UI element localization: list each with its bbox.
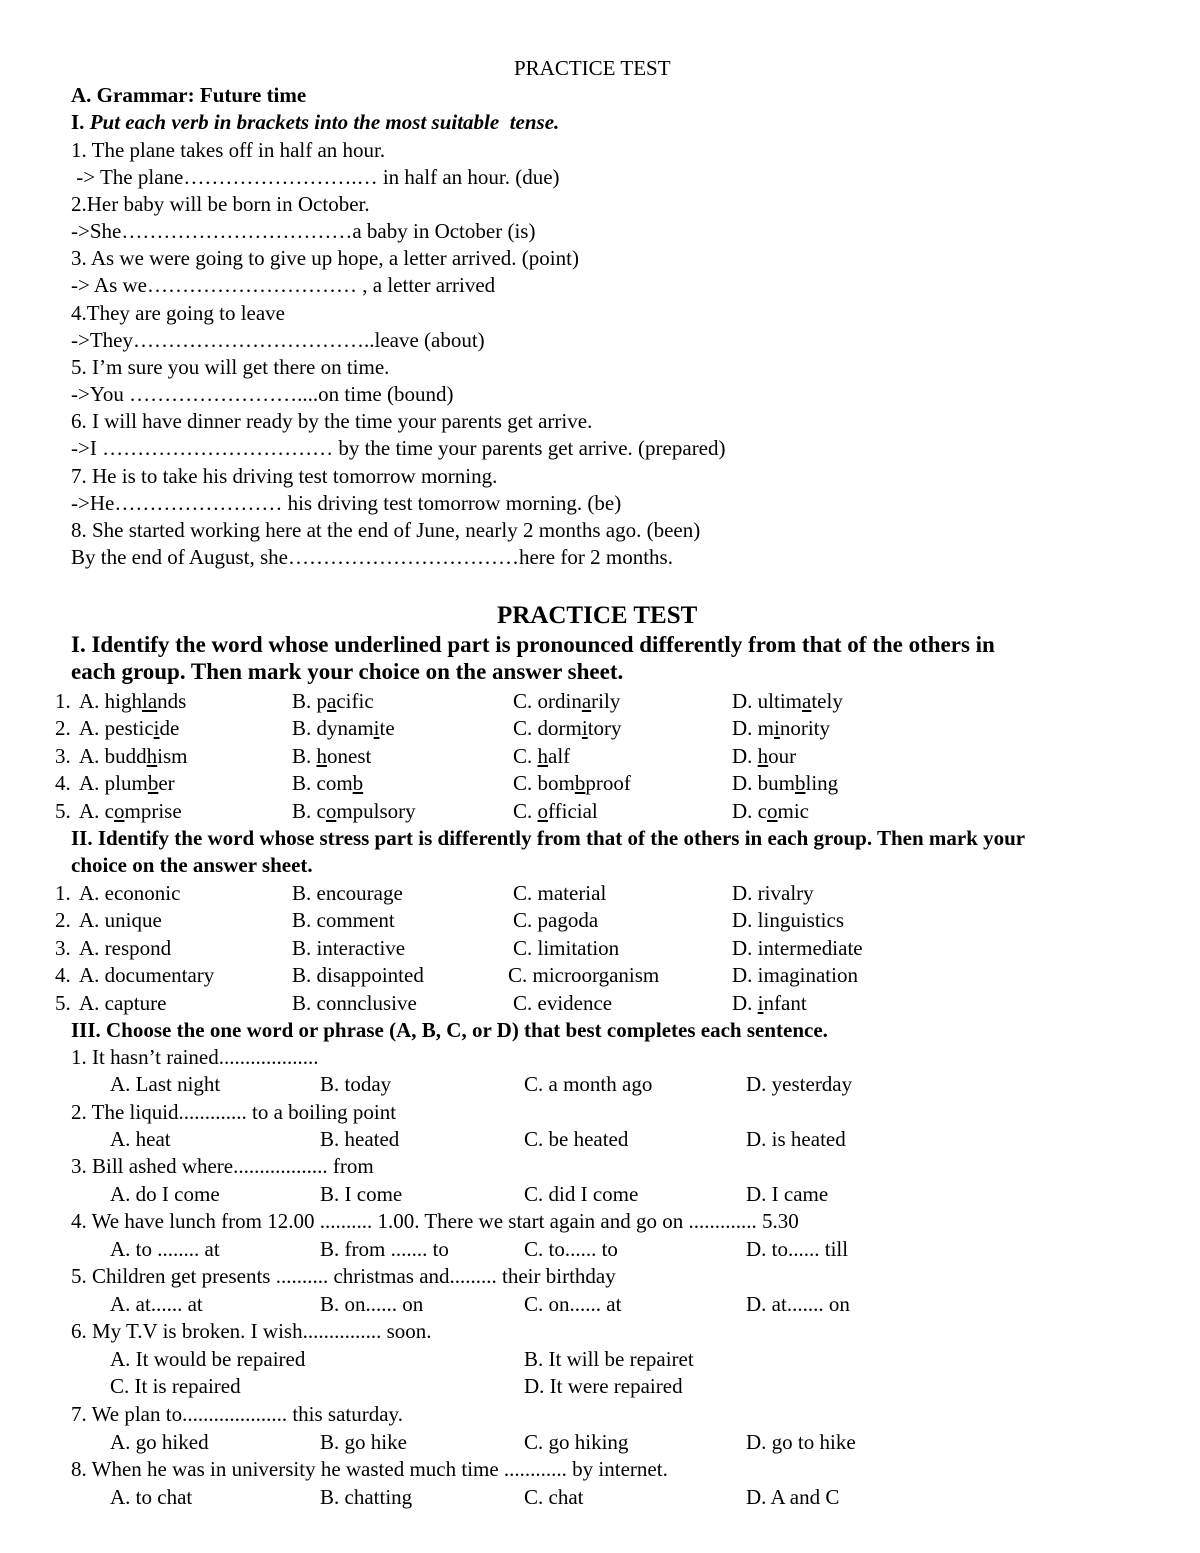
row-number: 5.	[55, 991, 71, 1015]
option-a: A. comprise	[79, 799, 182, 823]
option-b: B. disappointed	[292, 963, 424, 987]
option-c: C. material	[513, 881, 607, 905]
option-b: B. pacific	[292, 689, 374, 713]
option-d: D. linguistics	[732, 908, 845, 932]
option-a: A. econonic	[79, 881, 181, 905]
grammar-line: 1. The plane takes off in half an hour.	[71, 138, 386, 162]
option-d: D. minority	[732, 716, 831, 740]
option-d: D. go to hike	[746, 1430, 856, 1454]
option-a: A. to chat	[110, 1485, 193, 1509]
grammar-heading: A. Grammar: Future time	[71, 83, 307, 107]
option-d: D. A and C	[746, 1485, 840, 1509]
option-b: B. go hike	[320, 1430, 407, 1454]
grammar-line: ->She……………………………a baby in October (is)	[71, 219, 536, 243]
question-stem: 6. My T.V is broken. I wish............... soon.	[71, 1319, 432, 1343]
row-number: 3.	[55, 936, 71, 960]
option-a: A. to ........ at	[110, 1237, 220, 1261]
row-number: 2.	[55, 908, 71, 932]
option-c: C. microorganism	[508, 963, 660, 987]
option-b: B. encourage	[292, 881, 403, 905]
row-number: 1.	[55, 689, 71, 713]
option-d: D. yesterday	[746, 1072, 853, 1096]
question-stem: 4. We have lunch from 12.00 .......... 1.00. There we start again and go on ............. 5.30	[71, 1209, 799, 1233]
question-stem: 3. Bill ashed where.................. from	[71, 1154, 374, 1178]
row-number: 4.	[55, 771, 71, 795]
question-stem: 1. It hasn’t rained...................	[71, 1045, 319, 1069]
option-a: A. at...... at	[110, 1292, 203, 1316]
option-b: B. honest	[292, 744, 372, 768]
question-stem: 8. When he was in university he wasted much time ............ by internet.	[71, 1457, 668, 1481]
option-a: A. It would be repaired	[110, 1347, 306, 1371]
option-b: B. comb	[292, 771, 364, 795]
instruction-number: I.	[71, 110, 90, 134]
option-d: D. rivalry	[732, 881, 814, 905]
option-d: D. to...... till	[746, 1237, 849, 1261]
option-b: B. on...... on	[320, 1292, 424, 1316]
grammar-line: 4.They are going to leave	[71, 301, 285, 325]
option-b: B. comment	[292, 908, 395, 932]
question-stem: 5. Children get presents .......... christmas and......... their birthday	[71, 1264, 616, 1288]
option-a: A. plumber	[79, 771, 175, 795]
option-d: D. at....... on	[746, 1292, 850, 1316]
option-d: D. hour	[732, 744, 797, 768]
option-c: C. to...... to	[524, 1237, 618, 1261]
option-c: C. official	[513, 799, 598, 823]
option-d: D. I came	[746, 1182, 829, 1206]
grammar-instruction	[71, 109, 559, 136]
option-c: C. did I come	[524, 1182, 639, 1206]
instruction-text: Put each verb in brackets into the most suitable tense.	[89, 110, 560, 134]
section2-heading-line2: choice on the answer sheet.	[71, 853, 313, 877]
option-b: B. chatting	[320, 1485, 413, 1509]
option-d: D. comic	[732, 799, 809, 823]
option-d: D. infant	[732, 991, 807, 1015]
option-b: B. heated	[320, 1127, 400, 1151]
option-b: B. from ....... to	[320, 1237, 449, 1261]
page-title-2: PRACTICE TEST	[497, 602, 698, 629]
grammar-line: 5. I’m sure you will get there on time.	[71, 355, 390, 379]
option-a: A. go hiked	[110, 1430, 209, 1454]
option-c: C. It is repaired	[110, 1374, 241, 1398]
option-d: D. intermediate	[732, 936, 863, 960]
row-number: 2.	[55, 716, 71, 740]
section3-heading: III. Choose the one word or phrase (A, B, C, or D) that best completes each sentence.	[71, 1018, 828, 1042]
grammar-line: -> The plane…………………….… in half an hour. (due)	[71, 165, 560, 189]
page-title: PRACTICE TEST	[514, 56, 671, 80]
option-d: D. It were repaired	[524, 1374, 683, 1398]
option-c: C. on...... at	[524, 1292, 622, 1316]
option-d: D. is heated	[746, 1127, 846, 1151]
section2-heading-line1: II. Identify the word whose stress part is differently from that of the others in each group. Then mark your	[71, 826, 1026, 850]
option-c: C. chat	[524, 1485, 584, 1509]
option-c: C. half	[513, 744, 571, 768]
option-a: A. Last night	[110, 1072, 221, 1096]
row-number: 1.	[55, 881, 71, 905]
option-a: A. capture	[79, 991, 167, 1015]
option-b: B. I come	[320, 1182, 403, 1206]
option-a: A. unique	[79, 908, 162, 932]
row-number: 4.	[55, 963, 71, 987]
option-a: A. documentary	[79, 963, 215, 987]
option-b: B. compulsory	[292, 799, 416, 823]
option-d: D. imagination	[732, 963, 858, 987]
grammar-line: 2.Her baby will be born in October.	[71, 192, 370, 216]
option-c: C. ordinarily	[513, 689, 621, 713]
option-a: A. respond	[79, 936, 172, 960]
option-d: D. bumbling	[732, 771, 839, 795]
option-b: B. connclusive	[292, 991, 417, 1015]
option-c: C. be heated	[524, 1127, 629, 1151]
grammar-line: 7. He is to take his driving test tomorrow morning.	[71, 464, 498, 488]
option-c: C. a month ago	[524, 1072, 653, 1096]
option-a: A. buddhism	[79, 744, 188, 768]
question-stem: 2. The liquid............. to a boiling point	[71, 1100, 397, 1124]
grammar-line: 3. As we were going to give up hope, a letter arrived. (point)	[71, 246, 579, 270]
option-b: B. dynamite	[292, 716, 395, 740]
grammar-line: By the end of August, she……………………………here for 2 months.	[71, 545, 673, 569]
row-number: 5.	[55, 799, 71, 823]
option-c: C. limitation	[513, 936, 620, 960]
option-b: B. interactive	[292, 936, 406, 960]
option-c: C. dormitory	[513, 716, 622, 740]
grammar-line: 8. She started working here at the end of June, nearly 2 months ago. (been)	[71, 518, 701, 542]
option-a: A. pesticide	[79, 716, 180, 740]
option-c: C. bombproof	[513, 771, 631, 795]
grammar-line: ->You ……………………....on time (bound)	[71, 382, 454, 406]
section1-heading-line2: each group. Then mark your choice on the answer sheet.	[71, 659, 624, 684]
grammar-line: ->He…………………… his driving test tomorrow morning. (be)	[71, 491, 622, 515]
grammar-line: -> As we………………………… , a letter arrived	[71, 273, 496, 297]
option-d: D. ultimately	[732, 689, 843, 713]
grammar-line: ->They……………………………..leave (about)	[71, 328, 485, 352]
row-number: 3.	[55, 744, 71, 768]
option-a: A. highlands	[79, 689, 187, 713]
option-c: C. pagoda	[513, 908, 599, 932]
section1-heading-line1: I. Identify the word whose underlined part is pronounced differently from that of the others in	[71, 632, 995, 657]
question-stem: 7. We plan to.................... this saturday.	[71, 1402, 403, 1426]
option-a: A. do I come	[110, 1182, 220, 1206]
option-c: C. go hiking	[524, 1430, 629, 1454]
grammar-line: ->I …………………………… by the time your parents get arrive. (prepared)	[71, 436, 726, 460]
option-b: B. It will be repairet	[524, 1347, 694, 1371]
option-a: A. heat	[110, 1127, 171, 1151]
option-b: B. today	[320, 1072, 392, 1096]
option-c: C. evidence	[513, 991, 613, 1015]
grammar-line: 6. I will have dinner ready by the time your parents get arrive.	[71, 409, 593, 433]
